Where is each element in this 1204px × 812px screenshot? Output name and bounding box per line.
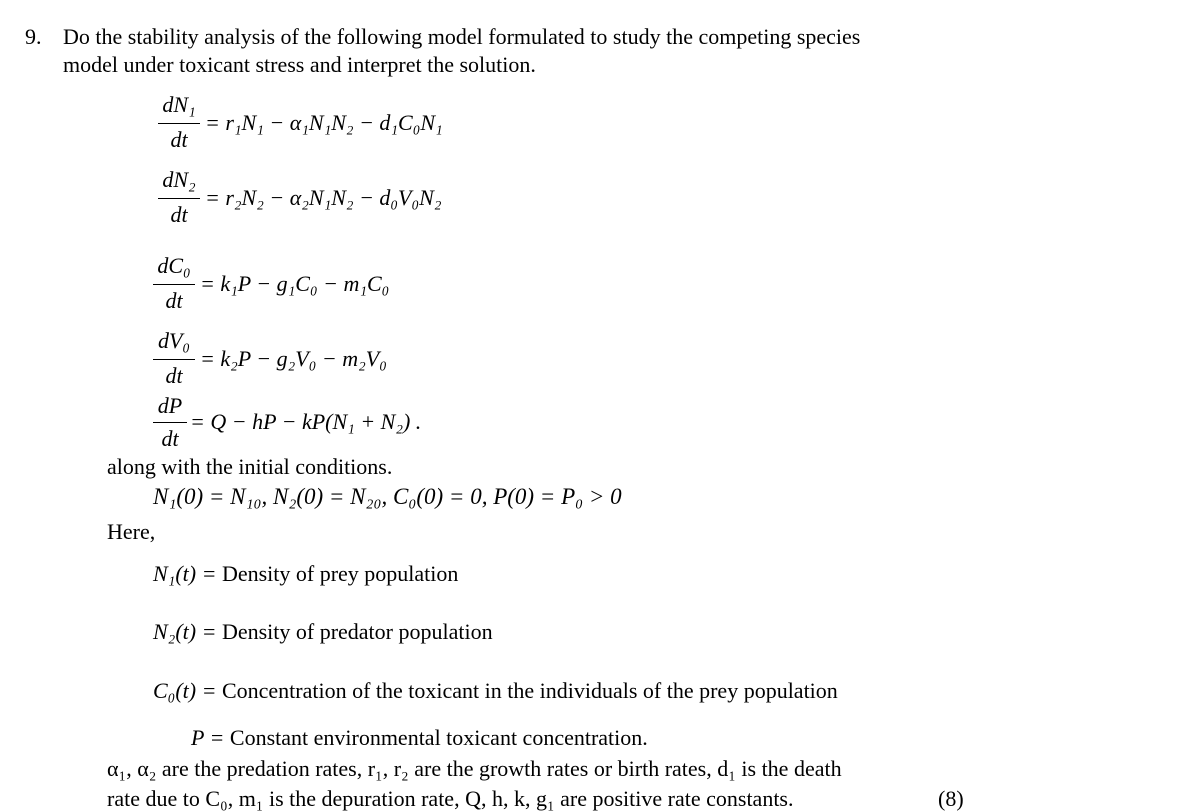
equation-3-fraction xyxy=(153,253,195,315)
fraction-bar xyxy=(158,123,200,124)
definition-toxicant-prey xyxy=(153,678,838,704)
question-line-1: Do the stability analysis of the following model formulated to study the competing species xyxy=(63,24,861,49)
definition-environment xyxy=(191,725,648,751)
definition-predator xyxy=(153,619,493,645)
initial-conditions: N₁(0) = N₁₀, N₂(0) = N₂₀, C₀(0) = 0, P(0) = P₀ > 0 xyxy=(153,484,622,509)
initial-conditions-intro: along with the initial conditions. xyxy=(107,454,393,479)
question-line-2: model under toxicant stress and interpret the solution. xyxy=(63,52,536,77)
equation-4-rhs: = k₂P − g₂V₀ − m₂V₀ xyxy=(200,346,387,371)
equation-2-rhs: = r₂N₂ − α₂N₁N₂ − d₀V₀N₂ xyxy=(205,185,442,210)
definition-symbol: N₂(t) = xyxy=(153,619,217,644)
equation-1-numerator: dN₁ xyxy=(162,92,196,117)
equation-1-rhs: = r₁N₁ − α₁N₁N₂ − d₁C₀N₁ xyxy=(205,110,443,135)
definition-prey xyxy=(153,561,458,587)
equation-5-fraction xyxy=(153,393,187,455)
equation-3-numerator: dC₀ xyxy=(157,253,191,278)
question-number: 9. xyxy=(25,24,42,49)
fraction-bar xyxy=(153,422,187,423)
closing-line-2: rate due to C₀, m₁ is the depuration rate, Q, h, k, g₁ are positive rate constants. xyxy=(107,786,794,811)
definition-symbol: P = xyxy=(191,725,225,750)
equation-3-rhs: = k₁P − g₁C₀ − m₁C₀ xyxy=(200,271,390,296)
marks-label: (8) xyxy=(938,786,964,811)
fraction-bar xyxy=(153,284,195,285)
definition-text: Concentration of the toxicant in the individuals of the prey population xyxy=(221,678,838,703)
fraction-bar xyxy=(158,198,200,199)
equation-4-numerator: dV₀ xyxy=(157,328,191,353)
equation-2-numerator: dN₂ xyxy=(162,167,196,192)
definition-text: Density of prey population xyxy=(221,561,459,586)
definition-text: Density of predator population xyxy=(221,619,493,644)
equation-2-denominator: dt xyxy=(170,202,188,227)
definition-text: Constant environmental toxicant concentration. xyxy=(229,725,648,750)
closing-line-1: α₁, α₂ are the predation rates, r₁, r₂ are the growth rates or birth rates, d₁ is the death xyxy=(107,756,842,781)
equation-5-denominator: dt xyxy=(161,426,179,451)
equation-5-numerator: dP xyxy=(157,393,183,418)
equation-4-fraction xyxy=(153,328,195,390)
equation-1-fraction xyxy=(158,92,200,154)
definition-symbol: N₁(t) = xyxy=(153,561,217,586)
equation-2-fraction xyxy=(158,167,200,229)
equation-1-denominator: dt xyxy=(170,127,188,152)
equation-5-rhs: = Q − hP − kP(N₁ + N₂) . xyxy=(190,409,422,434)
fraction-bar xyxy=(153,359,195,360)
equation-4-denominator: dt xyxy=(165,363,183,388)
definition-symbol: C₀(t) = xyxy=(153,678,217,703)
equation-3-denominator: dt xyxy=(165,288,183,313)
here-label: Here, xyxy=(107,519,156,544)
